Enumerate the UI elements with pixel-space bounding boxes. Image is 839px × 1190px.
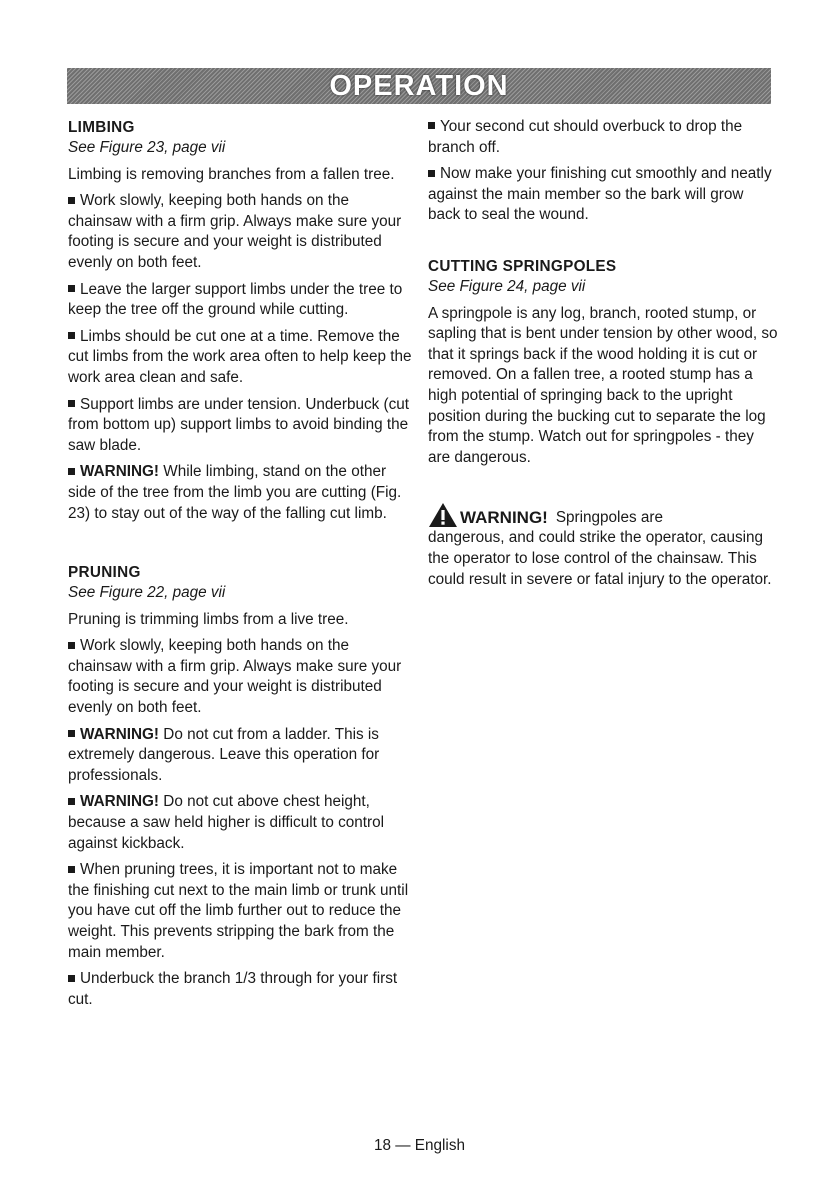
bullet-icon: [68, 642, 75, 649]
springpoles-heading: CUTTING SPRINGPOLES: [428, 257, 617, 275]
page-footer: 18 — English: [374, 1137, 465, 1154]
limbing-figure-ref: See Figure 23, page vii: [68, 139, 226, 156]
limbing-bullet-4: Support limbs are under tension. Underbuck (cut from bottom up) support limbs to avoid binding the saw blade.: [68, 395, 410, 454]
pruning-bullet-2: WARNING! Do not cut from a ladder. This is extremely dangerous. Leave this operation for professionals.: [68, 725, 380, 784]
bullet-icon: [68, 197, 75, 204]
pruning-bullet-5: Underbuck the branch 1/3 through for your first cut.: [68, 970, 398, 1008]
warning-text: dangerous, and could strike the operator, causing the operator to lose control of the chainsaw. This could result in severe or fatal injury to the operator.: [428, 529, 772, 588]
pruning-bullet-4: When pruning trees, it is important not to make the finishing cut next to the main limb or trunk until you have cut off the limb further out to reduce the weight. This prevents stripping the bark from the main member.: [68, 861, 409, 961]
bullet-icon: [68, 798, 75, 805]
limbing-intro: Limbing is removing branches from a fallen tree.: [68, 165, 395, 183]
bullet-icon: [68, 332, 75, 339]
warning-label: WARNING!: [80, 725, 160, 743]
limbing-bullet-2: Leave the larger support limbs under the tree to keep the tree off the ground while cutting.: [68, 280, 403, 319]
bullet-icon: [428, 170, 435, 177]
limbing-bullet-3: Limbs should be cut one at a time. Remove the cut limbs from the work area often to help keep the work area clean and safe.: [68, 327, 412, 386]
warning-lead: Springpoles are: [555, 508, 663, 526]
springpoles-intro: A springpole is any log, branch, rooted stump, or sapling that is bent under tension by other wood, so that it springs back if the wood holding it is cut or removed. On a fallen tree, a rooted stump has a high potential of springing back to the upright position during the bucking cut to separate the log from the stump. Watch out for springpoles - they are dangerous.: [428, 304, 778, 466]
pruning-bullet-1: Work slowly, keeping both hands on the chainsaw with a firm grip. Always make sure your footing is secure and your weight is distributed evenly on both feet.: [68, 637, 402, 717]
bullet-icon: [68, 730, 75, 737]
pruning-bullet-6: Your second cut should overbuck to drop the branch off.: [428, 118, 743, 156]
left-column: [68, 117, 414, 1016]
springpoles-figure-ref: See Figure 24, page vii: [428, 277, 586, 295]
bullet-icon: [68, 400, 75, 407]
warning-label: WARNING!: [80, 463, 160, 481]
bullet-icon: [68, 975, 75, 982]
warning-heading: [428, 502, 778, 528]
right-column: [428, 117, 778, 596]
bullet-icon: [68, 468, 75, 475]
bullet-icon: [68, 285, 75, 292]
pruning-bullet-7: Now make your finishing cut smoothly and neatly against the main member so the bark will grow back to seal the wound.: [428, 165, 772, 224]
bullet-icon: [428, 122, 435, 129]
pruning-bullet-3: WARNING! Do not cut above chest height, because a saw held higher is difficult to control against kickback.: [68, 793, 385, 852]
limbing-bullet-1: Work slowly, keeping both hands on the chainsaw with a firm grip. Always make sure your footing is secure and your weight is distributed evenly on both feet.: [68, 192, 402, 271]
section-banner: [67, 68, 771, 104]
warning-label: WARNING!: [460, 507, 548, 527]
bullet-icon: [68, 866, 75, 873]
limbing-bullet-5: WARNING! While limbing, stand on the other side of the tree from the limb you are cutting (Fig. 23) to stay out of the way of the falling cut limb.: [68, 463, 402, 522]
pruning-intro: Pruning is trimming limbs from a live tree.: [68, 610, 349, 628]
warning-triangle-icon: [428, 502, 458, 528]
warning-label: WARNING!: [80, 793, 160, 811]
pruning-figure-ref: See Figure 22, page vii: [68, 584, 226, 602]
pruning-heading: PRUNING: [68, 564, 141, 582]
banner-title: OPERATION: [329, 69, 509, 102]
limbing-heading: LIMBING: [68, 119, 135, 136]
